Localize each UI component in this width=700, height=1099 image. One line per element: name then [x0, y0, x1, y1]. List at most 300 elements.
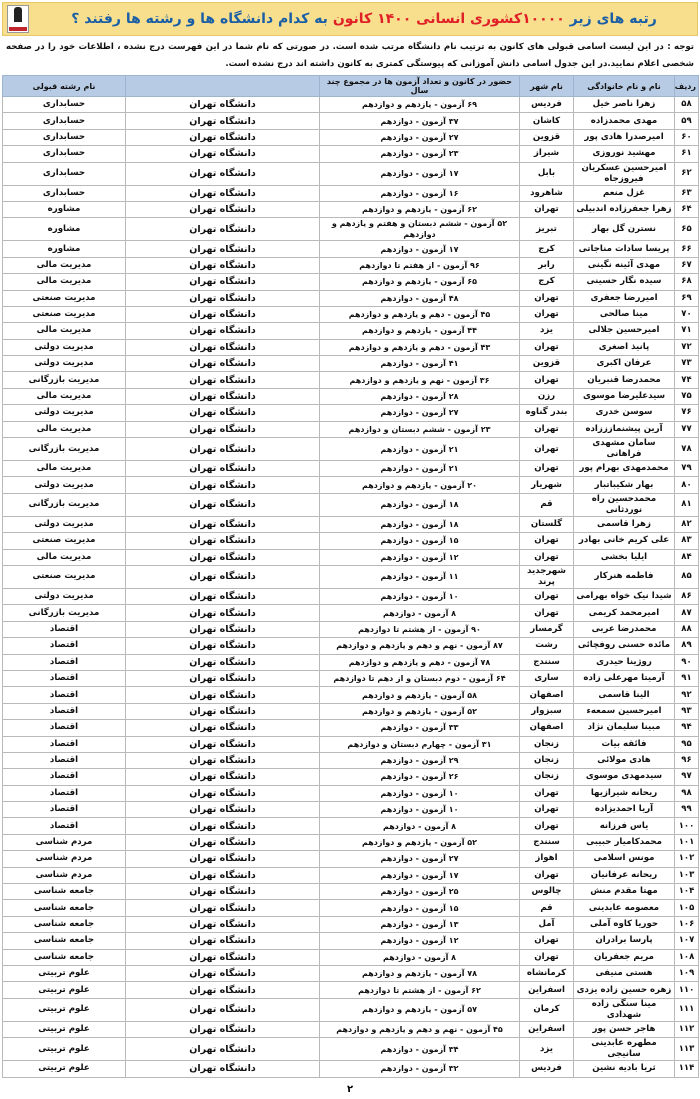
cell-exams: ۳۲ آزمون - دوازدهم — [320, 1061, 520, 1077]
cell-name: فائقه بیات — [574, 736, 675, 752]
cell-exams: ۱۲ آزمون - دوازدهم — [320, 933, 520, 949]
cell-city: تهران — [520, 421, 574, 437]
cell-university: دانشگاه تهران — [126, 654, 320, 670]
cell-university: دانشگاه تهران — [126, 97, 320, 113]
cell-field: حسابداری — [3, 162, 126, 185]
table-row — [3, 588, 699, 604]
table-row — [3, 933, 699, 949]
cell-exams: ۲۵ آزمون - دوازدهم — [320, 884, 520, 900]
cell-city: اسفراین — [520, 1021, 574, 1037]
cell-city: یزد — [520, 323, 574, 339]
table-row — [3, 339, 699, 355]
cell-university: دانشگاه تهران — [126, 802, 320, 818]
cell-field: حسابداری — [3, 113, 126, 129]
cell-exams: ۶۲ آزمون - یازدهم و دوازدهم — [320, 201, 520, 217]
cell-university: دانشگاه تهران — [126, 588, 320, 604]
cell-name: سوسن خدری — [574, 405, 675, 421]
cell-exams: ۲۷ آزمون - دوازدهم — [320, 851, 520, 867]
cell-rank: ۸۰ — [675, 477, 699, 493]
cell-name: مریم جعفریان — [574, 949, 675, 965]
table-row — [3, 687, 699, 703]
table-row — [3, 884, 699, 900]
cell-city: تهران — [520, 867, 574, 883]
cell-city: سنندج — [520, 834, 574, 850]
cell-exams: ۲۸ آزمون - دوازدهم — [320, 388, 520, 404]
cell-field: مدیریت صنعتی — [3, 533, 126, 549]
table-row — [3, 916, 699, 932]
cell-rank: ۱۱۲ — [675, 1021, 699, 1037]
cell-field: مدیریت دولتی — [3, 339, 126, 355]
cell-field: اقتصاد — [3, 670, 126, 686]
table-row — [3, 982, 699, 998]
cell-name: امیررضا جعفری — [574, 290, 675, 306]
cell-university: دانشگاه تهران — [126, 949, 320, 965]
cell-city: رابر — [520, 257, 574, 273]
cell-name: حوریا کاوه آملی — [574, 916, 675, 932]
cell-university: دانشگاه تهران — [126, 372, 320, 388]
table-row — [3, 218, 699, 241]
cell-university: دانشگاه تهران — [126, 516, 320, 532]
cell-name: مهشید نوروزی — [574, 146, 675, 162]
cell-name: زهرا قاسمی — [574, 516, 675, 532]
header-rank: ردیف — [675, 76, 699, 97]
cell-field: مردم شناسی — [3, 851, 126, 867]
cell-city: زنجان — [520, 769, 574, 785]
cell-rank: ۶۵ — [675, 218, 699, 241]
cell-exams: ۵۲ آزمون - یازدهم و دوازدهم — [320, 834, 520, 850]
cell-university: دانشگاه تهران — [126, 218, 320, 241]
cell-city: اهواز — [520, 851, 574, 867]
cell-name: ریحانه شیرازیها — [574, 785, 675, 801]
table-row — [3, 388, 699, 404]
table-row — [3, 162, 699, 185]
cell-rank: ۶۴ — [675, 201, 699, 217]
cell-city: شیراز — [520, 146, 574, 162]
cell-rank: ۱۰۴ — [675, 884, 699, 900]
cell-rank: ۸۶ — [675, 588, 699, 604]
cell-name: پریسا سادات مناجاتی — [574, 241, 675, 257]
cell-city: تهران — [520, 785, 574, 801]
cell-city: تهران — [520, 461, 574, 477]
cell-city: شهریار — [520, 477, 574, 493]
table-row — [3, 900, 699, 916]
cell-rank: ۹۹ — [675, 802, 699, 818]
cell-university: دانشگاه تهران — [126, 933, 320, 949]
cell-field: مدیریت دولتی — [3, 405, 126, 421]
cell-city: قم — [520, 900, 574, 916]
cell-university: دانشگاه تهران — [126, 851, 320, 867]
cell-field: علوم تربیتی — [3, 965, 126, 981]
table-row — [3, 201, 699, 217]
cell-rank: ۷۲ — [675, 339, 699, 355]
cell-university: دانشگاه تهران — [126, 421, 320, 437]
cell-exams: ۸ آزمون - دوازدهم — [320, 605, 520, 621]
table-row — [3, 703, 699, 719]
cell-university: دانشگاه تهران — [126, 438, 320, 461]
table-row — [3, 867, 699, 883]
cell-university: دانشگاه تهران — [126, 867, 320, 883]
cell-exams: ۲۹ آزمون - دوازدهم — [320, 752, 520, 768]
cell-exams: ۲۶ آزمون - دوازدهم — [320, 769, 520, 785]
cell-university: دانشگاه تهران — [126, 477, 320, 493]
cell-exams: ۹۰ آزمون - از هشتم تا دوازدهم — [320, 621, 520, 637]
cell-field: مدیریت مالی — [3, 549, 126, 565]
cell-city: تهران — [520, 438, 574, 461]
cell-university: دانشگاه تهران — [126, 736, 320, 752]
cell-exams: ۵۲ آزمون - یازدهم و دوازدهم — [320, 703, 520, 719]
cell-field: مدیریت بازرگانی — [3, 493, 126, 516]
cell-name: مبینا سلیمان نژاد — [574, 720, 675, 736]
cell-rank: ۹۱ — [675, 670, 699, 686]
cell-field: مدیریت دولتی — [3, 516, 126, 532]
cell-university: دانشگاه تهران — [126, 834, 320, 850]
cell-name: امیرحسین عسکریان فیروزجاه — [574, 162, 675, 185]
cell-field: مردم شناسی — [3, 867, 126, 883]
cell-field: مدیریت مالی — [3, 323, 126, 339]
cell-exams: ۵۲ آزمون - ششم دبستان و هفتم و یازدهم و دوازدهم — [320, 218, 520, 241]
cell-exams: ۵۷ آزمون - یازدهم و دوازدهم — [320, 998, 520, 1021]
table-row — [3, 802, 699, 818]
cell-name: سیدمهدی موسوی — [574, 769, 675, 785]
cell-university: دانشگاه تهران — [126, 461, 320, 477]
cell-exams: ۱۶ آزمون - دوازدهم — [320, 185, 520, 201]
cell-city: قزوین — [520, 129, 574, 145]
cell-rank: ۹۷ — [675, 769, 699, 785]
cell-exams: ۸ آزمون - دوازدهم — [320, 818, 520, 834]
cell-city: اصفهان — [520, 720, 574, 736]
cell-rank: ۱۰۳ — [675, 867, 699, 883]
cell-field: اقتصاد — [3, 687, 126, 703]
cell-rank: ۱۱۴ — [675, 1061, 699, 1077]
cell-university: دانشگاه تهران — [126, 185, 320, 201]
cell-rank: ۸۹ — [675, 638, 699, 654]
page-title — [35, 10, 693, 28]
cell-field: علوم تربیتی — [3, 1061, 126, 1077]
cell-university: دانشگاه تهران — [126, 201, 320, 217]
cell-university: دانشگاه تهران — [126, 274, 320, 290]
cell-name: آرین پیشنمازززاده — [574, 421, 675, 437]
cell-rank: ۷۷ — [675, 421, 699, 437]
cell-rank: ۱۰۷ — [675, 933, 699, 949]
cell-name: پارسا برادران — [574, 933, 675, 949]
cell-city: تهران — [520, 949, 574, 965]
cell-name: ثریا بادیه نشین — [574, 1061, 675, 1077]
table-row — [3, 477, 699, 493]
cell-university: دانشگاه تهران — [126, 605, 320, 621]
table-row — [3, 752, 699, 768]
cell-city: تهران — [520, 290, 574, 306]
cell-field: مدیریت صنعتی — [3, 565, 126, 588]
cell-university: دانشگاه تهران — [126, 241, 320, 257]
cell-rank: ۱۰۰ — [675, 818, 699, 834]
cell-university: دانشگاه تهران — [126, 670, 320, 686]
cell-rank: ۷۸ — [675, 438, 699, 461]
cell-exams: ۱۵ آزمون - دوازدهم — [320, 900, 520, 916]
cell-university: دانشگاه تهران — [126, 916, 320, 932]
cell-rank: ۹۳ — [675, 703, 699, 719]
cell-city: گرمسار — [520, 621, 574, 637]
cell-name: هاجر حسن پور — [574, 1021, 675, 1037]
cell-city: کرمانشاه — [520, 965, 574, 981]
cell-university: دانشگاه تهران — [126, 257, 320, 273]
cell-field: حسابداری — [3, 129, 126, 145]
cell-university: دانشگاه تهران — [126, 290, 320, 306]
cell-university: دانشگاه تهران — [126, 565, 320, 588]
cell-exams: ۲۳ آزمون - ششم دبستان و دوازدهم — [320, 421, 520, 437]
header-city: نام شهر — [520, 76, 574, 97]
cell-name: عرفان اکبری — [574, 356, 675, 372]
cell-rank: ۱۱۳ — [675, 1038, 699, 1061]
cell-exams: ۲۱ آزمون - دوازدهم — [320, 461, 520, 477]
cell-exams: ۳۱ آزمون - چهارم دبستان و دوازدهم — [320, 736, 520, 752]
cell-exams: ۱۸ آزمون - دوازدهم — [320, 516, 520, 532]
cell-city: کرج — [520, 241, 574, 257]
cell-university: دانشگاه تهران — [126, 323, 320, 339]
cell-university: دانشگاه تهران — [126, 356, 320, 372]
table-row — [3, 851, 699, 867]
cell-exams: ۷۸ آزمون - دهم و یازدهم و دوازدهم — [320, 654, 520, 670]
cell-rank: ۶۰ — [675, 129, 699, 145]
cell-name: مهدی آئینه نگینی — [574, 257, 675, 273]
cell-city: تهران — [520, 549, 574, 565]
cell-exams: ۳۳ آزمون - دوازدهم — [320, 720, 520, 736]
table-body — [3, 97, 699, 1078]
cell-city: سنندج — [520, 654, 574, 670]
cell-name: محمدحسین راه نوردثانی — [574, 493, 675, 516]
cell-exams: ۲۰ آزمون - یازدهم و دوازدهم — [320, 477, 520, 493]
cell-exams: ۲۷ آزمون - دوازدهم — [320, 129, 520, 145]
cell-field: اقتصاد — [3, 769, 126, 785]
title-part-2: ۱۰۰۰۰کشوری انسانی ۱۴۰۰ کانون — [332, 11, 565, 27]
cell-name: زهرا ناصر خیل — [574, 97, 675, 113]
table-row — [3, 323, 699, 339]
cell-name: امیرمحمد کریمی — [574, 605, 675, 621]
title-banner — [2, 2, 698, 36]
cell-city: گلستان — [520, 516, 574, 532]
cell-exams: ۶۹ آزمون - یازدهم و دوازدهم — [320, 97, 520, 113]
cell-rank: ۷۰ — [675, 306, 699, 322]
cell-name: هادی مولائی — [574, 752, 675, 768]
cell-name: محمدرضا قنبریان — [574, 372, 675, 388]
cell-field: اقتصاد — [3, 720, 126, 736]
cell-rank: ۷۴ — [675, 372, 699, 388]
cell-exams: ۲۱ آزمون - دوازدهم — [320, 438, 520, 461]
cell-rank: ۵۸ — [675, 97, 699, 113]
cell-exams: ۱۱ آزمون - دوازدهم — [320, 565, 520, 588]
cell-exams: ۶۲ آزمون - از هشتم تا دوازدهم — [320, 982, 520, 998]
table-row — [3, 654, 699, 670]
cell-exams: ۱۰ آزمون - دوازدهم — [320, 802, 520, 818]
cell-name: الینا قاسمی — [574, 687, 675, 703]
cell-rank: ۹۴ — [675, 720, 699, 736]
cell-name: هستی منیفی — [574, 965, 675, 981]
cell-city: زنجان — [520, 752, 574, 768]
cell-field: علوم تربیتی — [3, 1038, 126, 1061]
cell-name: محمدرضا عربی — [574, 621, 675, 637]
cell-name: امیرصدرا هادی پور — [574, 129, 675, 145]
cell-rank: ۱۰۲ — [675, 851, 699, 867]
cell-university: دانشگاه تهران — [126, 388, 320, 404]
table-row — [3, 306, 699, 322]
cell-university: دانشگاه تهران — [126, 493, 320, 516]
cell-field: اقتصاد — [3, 785, 126, 801]
cell-field: جامعه شناسی — [3, 933, 126, 949]
cell-city: کاشان — [520, 113, 574, 129]
cell-city: اسفراین — [520, 982, 574, 998]
cell-name: بهار شکیباتبار — [574, 477, 675, 493]
cell-exams: ۱۷ آزمون - دوازدهم — [320, 867, 520, 883]
table-row — [3, 129, 699, 145]
cell-exams: ۴۴ آزمون - یازدهم و دوازدهم — [320, 323, 520, 339]
cell-city: شاهرود — [520, 185, 574, 201]
note-text: توجه : در این لیست اسامی قبولی های کانون به ترتیب نام دانشگاه مرتب شده است. در صورتی که نام شما در این فهرست درج نشده ، اطلاعات خود را در صفحه شخصی اعلام نمایید.در این جدول اسامی دانش آموزانی که پیوستگی کمتری به کانون داشته اند درج نشده است. — [6, 42, 694, 69]
cell-exams: ۴۳ آزمون - دهم و یازدهم و دوازدهم — [320, 339, 520, 355]
cell-name: محمدمهدی بهرام پور — [574, 461, 675, 477]
cell-exams: ۲۳ آزمون - دوازدهم — [320, 146, 520, 162]
cell-rank: ۹۸ — [675, 785, 699, 801]
cell-city: تهران — [520, 533, 574, 549]
cell-rank: ۷۹ — [675, 461, 699, 477]
cell-field: مدیریت صنعتی — [3, 306, 126, 322]
cell-name: یاس فرزانه — [574, 818, 675, 834]
cell-exams: ۲۷ آزمون - دوازدهم — [320, 405, 520, 421]
cell-city: فردیس — [520, 97, 574, 113]
cell-field: مدیریت مالی — [3, 388, 126, 404]
cell-rank: ۵۹ — [675, 113, 699, 129]
cell-field: جامعه شناسی — [3, 916, 126, 932]
table-row — [3, 421, 699, 437]
cell-name: غزل منعم — [574, 185, 675, 201]
cell-field: اقتصاد — [3, 621, 126, 637]
cell-name: زهرا جعفرزاده اندبیلی — [574, 201, 675, 217]
cell-name: مینا صالحی — [574, 306, 675, 322]
cell-exams: ۱۰ آزمون - دوازدهم — [320, 588, 520, 604]
table-row — [3, 372, 699, 388]
table-row — [3, 113, 699, 129]
table-row — [3, 405, 699, 421]
cell-university: دانشگاه تهران — [126, 900, 320, 916]
cell-university: دانشگاه تهران — [126, 1061, 320, 1077]
cell-exams: ۷۸ آزمون - یازدهم و دوازدهم — [320, 965, 520, 981]
table-row — [3, 965, 699, 981]
cell-rank: ۸۵ — [675, 565, 699, 588]
cell-name: مونس اسلامی — [574, 851, 675, 867]
cell-university: دانشگاه تهران — [126, 785, 320, 801]
cell-field: علوم تربیتی — [3, 998, 126, 1021]
table-row — [3, 493, 699, 516]
cell-field: مدیریت مالی — [3, 274, 126, 290]
cell-exams: ۸ آزمون - دوازدهم — [320, 949, 520, 965]
cell-rank: ۱۰۵ — [675, 900, 699, 916]
cell-city: بابل — [520, 162, 574, 185]
cell-name: سیده نگار حسینی — [574, 274, 675, 290]
table-row — [3, 274, 699, 290]
cell-name: سیدعلیرضا موسوی — [574, 388, 675, 404]
cell-rank: ۸۳ — [675, 533, 699, 549]
table-row — [3, 785, 699, 801]
cell-exams: ۶۵ آزمون - یازدهم و دوازدهم — [320, 274, 520, 290]
table-row — [3, 621, 699, 637]
cell-field: حسابداری — [3, 146, 126, 162]
cell-university: دانشگاه تهران — [126, 405, 320, 421]
cell-rank: ۹۵ — [675, 736, 699, 752]
cell-city: رشت — [520, 638, 574, 654]
table-row — [3, 834, 699, 850]
table-row — [3, 1061, 699, 1077]
cell-university: دانشگاه تهران — [126, 306, 320, 322]
cell-field: مشاوره — [3, 241, 126, 257]
cell-rank: ۷۱ — [675, 323, 699, 339]
cell-name: نسترن گل بهار — [574, 218, 675, 241]
table-row — [3, 670, 699, 686]
cell-rank: ۶۷ — [675, 257, 699, 273]
table-row — [3, 769, 699, 785]
cell-field: مدیریت بازرگانی — [3, 605, 126, 621]
cell-university: دانشگاه تهران — [126, 549, 320, 565]
cell-exams: ۱۳ آزمون - دوازدهم — [320, 916, 520, 932]
cell-city: اصفهان — [520, 687, 574, 703]
cell-field: جامعه شناسی — [3, 900, 126, 916]
cell-city: قزوین — [520, 356, 574, 372]
table-row — [3, 736, 699, 752]
header-university — [126, 76, 320, 97]
cell-name: ریحانه عرفانیان — [574, 867, 675, 883]
cell-field: مردم شناسی — [3, 834, 126, 850]
cell-name: زهره حسین زاده یزدی — [574, 982, 675, 998]
cell-field: حسابداری — [3, 97, 126, 113]
cell-field: مدیریت دولتی — [3, 356, 126, 372]
cell-field: مشاوره — [3, 201, 126, 217]
cell-exams: ۴۱ آزمون - دوازدهم — [320, 356, 520, 372]
cell-city: ساری — [520, 670, 574, 686]
cell-exams: ۵۸ آزمون - یازدهم و دوازدهم — [320, 687, 520, 703]
cell-city: تبریز — [520, 218, 574, 241]
cell-university: دانشگاه تهران — [126, 818, 320, 834]
table-row — [3, 241, 699, 257]
cell-name: امیرحسین سمعه‌ء — [574, 703, 675, 719]
cell-university: دانشگاه تهران — [126, 769, 320, 785]
cell-rank: ۹۶ — [675, 752, 699, 768]
cell-exams: ۶۴ آزمون - دوم دبستان و از دهم تا دوازدهم — [320, 670, 520, 686]
cell-name: آرمیتا مهرعلی زاده — [574, 670, 675, 686]
logo-bar-icon — [9, 27, 27, 31]
cell-city: تهران — [520, 306, 574, 322]
table-row — [3, 185, 699, 201]
cell-field: اقتصاد — [3, 703, 126, 719]
cell-city: رزن — [520, 388, 574, 404]
cell-city: چالوس — [520, 884, 574, 900]
cell-rank: ۶۳ — [675, 185, 699, 201]
cell-rank: ۸۴ — [675, 549, 699, 565]
cell-field: اقتصاد — [3, 654, 126, 670]
page-number: ۲ — [346, 1083, 354, 1095]
cell-rank: ۱۱۱ — [675, 998, 699, 1021]
cell-name: سامان مشهدی فراهانی — [574, 438, 675, 461]
cell-exams: ۸۷ آزمون - نهم و دهم و یازدهم و دوازدهم — [320, 638, 520, 654]
cell-field: مدیریت مالی — [3, 257, 126, 273]
cell-field: مدیریت مالی — [3, 461, 126, 477]
cell-field: حسابداری — [3, 185, 126, 201]
cell-field: علوم تربیتی — [3, 982, 126, 998]
cell-rank: ۱۰۹ — [675, 965, 699, 981]
cell-rank: ۷۵ — [675, 388, 699, 404]
cell-university: دانشگاه تهران — [126, 884, 320, 900]
cell-name: محمدکامیار حبیبی — [574, 834, 675, 850]
table-row — [3, 97, 699, 113]
table-row — [3, 461, 699, 477]
cell-university: دانشگاه تهران — [126, 982, 320, 998]
cell-university: دانشگاه تهران — [126, 621, 320, 637]
